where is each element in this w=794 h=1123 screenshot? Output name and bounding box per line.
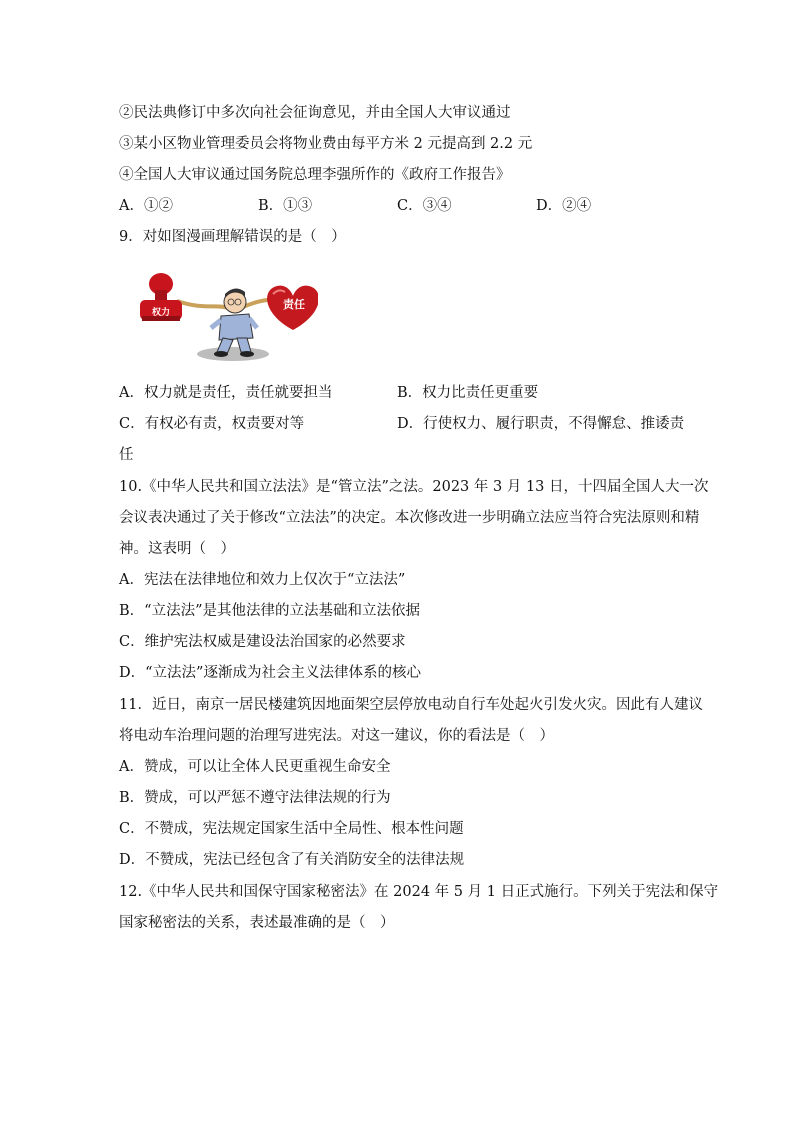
q8-option-b[interactable]: B．①③	[258, 198, 313, 214]
q10-stem-line-1: 10.《中华人民共和国立法法》是“管立法”之法。2023 年 3 月 13 日，十四届全国人大一次	[119, 479, 709, 495]
q11-stem-line-1: 11．近日，南京一居民楼建筑因地面架空层停放电动自行车处起火引发火灾。因此有人建议	[119, 697, 703, 713]
q12-stem-line-2: 国家秘密法的关系，表述最准确的是（ ）	[119, 915, 395, 931]
q9-option-d[interactable]: D．行使权力、履行职责，不得懈怠、推诿责	[397, 416, 685, 432]
q10-option-a[interactable]: A．宪法在法律地位和效力上仅次于“立法法”	[119, 572, 406, 588]
official-figure	[211, 288, 257, 357]
q8-option-a[interactable]: A．①②	[119, 198, 173, 214]
responsibility-heart	[267, 286, 318, 330]
power-responsibility-cartoon	[133, 268, 318, 368]
q8-option-c[interactable]: C．③④	[397, 198, 452, 214]
power-stamp	[140, 273, 182, 321]
q10-stem-line-2: 会议表决通过了关于修改“立法法”的决定。本次修改进一步明确立法应当符合宪法原则和精	[119, 510, 700, 526]
q11-option-b[interactable]: B．赞成，可以严惩不遵守法律法规的行为	[119, 790, 391, 806]
rope-left	[177, 301, 228, 308]
q9-option-a[interactable]: A．权力就是责任，责任就要担当	[119, 385, 333, 401]
statement-2: ②民法典修订中多次向社会征询意见，并由全国人大审议通过	[119, 105, 511, 121]
q11-option-d[interactable]: D．不赞成，宪法已经包含了有关消防安全的法律法规	[119, 852, 465, 868]
q9-option-b[interactable]: B．权力比责任更重要	[397, 385, 539, 401]
q8-option-d[interactable]: D．②④	[536, 198, 592, 214]
q9-option-d-continued: 任	[119, 447, 134, 463]
q11-option-c[interactable]: C．不赞成，宪法规定国家生活中全局性、根本性问题	[119, 821, 464, 837]
statement-3: ③某小区物业管理委员会将物业费由每平方米 2 元提高到 2.2 元	[119, 136, 533, 152]
q12-stem-line-1: 12.《中华人民共和国保守国家秘密法》在 2024 年 5 月 1 日正式施行。下列关于宪法和保守	[119, 884, 719, 900]
q10-option-b[interactable]: B．“立法法”是其他法律的立法基础和立法依据	[119, 603, 420, 619]
stamp-label: 权力	[151, 308, 171, 318]
q9-option-c[interactable]: C．有权必有责，权责要对等	[119, 416, 305, 432]
heart-label: 责任	[283, 298, 305, 311]
ground-shadow	[197, 347, 269, 361]
q11-stem-line-2: 将电动车治理问题的治理写进宪法。对这一建议，你的看法是（ ）	[119, 728, 554, 744]
q9-stem: 9．对如图漫画理解错误的是（ ）	[119, 229, 346, 245]
q11-option-a[interactable]: A．赞成，可以让全体人民更重视生命安全	[119, 759, 391, 775]
statement-4: ④全国人大审议通过国务院总理李强所作的《政府工作报告》	[119, 167, 511, 183]
q10-option-c[interactable]: C．维护宪法权威是建设法治国家的必然要求	[119, 634, 406, 650]
q10-option-d[interactable]: D．“立法法”逐渐成为社会主义法律体系的核心	[119, 665, 421, 681]
q10-stem-line-3: 神。这表明（ ）	[119, 541, 235, 557]
